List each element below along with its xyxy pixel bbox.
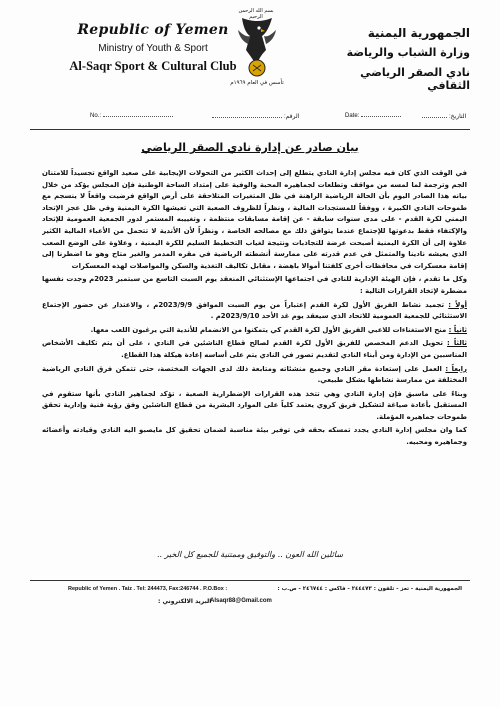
decision-label: ثانياً : [448, 325, 467, 334]
closing-paragraph: وبناءً على ماسبق فإن إدارة النادي وهي تتخذ هذه القرارات الإضطرارية الصعبة ، تؤكد لجماهير النادي بأنها ستقوم في المستقبل بأعادة صياغة لتشكيل فريق كروي يعتمد كلياً على الموارد البشرية من قطاع الناشئين وفق رؤية فنية وإدارية تحقق طموحات جماهيره المؤملة. [42, 389, 467, 421]
decision-item [42, 338, 467, 361]
footer-address-ar: الجمهورية اليمنية - تعز - تلفون : ٢٤٤٤٧٣ - فاكس : ٢٤٦٧٤٤ - ص.ب : [277, 586, 462, 592]
closing-line: سائلين الله العون .. والتوفيق وممتنية للجميع كل الخير .. [156, 550, 344, 559]
decision-text: تحويل الدعم المخصص للفريق الأول لكرة القدم لصالح قطاع الناشئين في النادي ، على أن يتم تكليف الأشخاص المناسبين من الإدارة ومن أبناء النادي لتقديم تصور في النادي يتم على أساسه إعادة هيكلة هذا القطاع. [42, 339, 467, 359]
decision-text: منح الاستغناءات للاعبي الفريق الأول لكرة القدم كي يتمكنوا من الانضمام للأندية التي يرغبون اللعب معها. [90, 325, 447, 334]
letterhead-arabic [320, 26, 470, 92]
ministry-name-en: Ministry of Youth & Sport [98, 43, 208, 54]
club-name-ar: نادي الصقر الرياضي الثقافي [360, 66, 470, 92]
date-field [345, 113, 403, 119]
reference-number-field [90, 113, 175, 119]
decision-item [42, 364, 467, 387]
country-name-ar: الجمهورية اليمنية [367, 26, 470, 40]
statement-title: بيان صادر عن إدارة نادي الصقر الرياضي [141, 141, 359, 154]
decision-text: العمل على إستعادة مقر النادي وجميع منشئاته ومتابعة ذلك لدى الجهات المختصة، حتى تتمكن فرق النادي الرياضية المختلفة من ممارسة نشاطها بشكل طبيعي. [42, 364, 467, 385]
statement-body [42, 168, 467, 558]
decision-label: ثالثاً : [447, 339, 467, 348]
date-field-ar [420, 113, 466, 120]
date-label-ar: التاريخ: [449, 114, 467, 120]
footer-address-en: Republic of Yemen . Taiz . Tel: 244473, Fax:246744 . P.O.Box : [68, 586, 228, 592]
letterhead-english [68, 22, 238, 74]
footer-email: Alsaqr88@Gmail.com [210, 598, 272, 604]
club-name-en: Al-Saqr Sport & Cultural Club [69, 59, 237, 73]
decision-text: تجميد نشاط الفريق الأول لكرة القدم إعتباراً من يوم السبت الموافق 2023/9/9م ، والاعتذار عن حضور الإجتماع الاستثنائي للجمعية العمومية للاتحاد الذي سيعقد يوم غد الأحد 2023/9/10م . [42, 300, 467, 321]
falcon-emblem-icon [232, 10, 282, 78]
reference-number-label: No.: [90, 113, 102, 119]
decision-item [42, 325, 467, 337]
date-label: Date: [345, 113, 360, 119]
country-name-en: Republic of Yemen [77, 22, 229, 38]
body-paragraph: وكل ما تقدم ، فإن الهيئة الإدارية للنادي في اجتماعها الإستثنائي المنعقد يوم السبت التاسع من سبتمبر 2023م وجدت نفسها مضطرة لإتخاذ القرارات التالية : [42, 275, 467, 295]
decision-label: رابعاً : [445, 364, 467, 373]
closing-paragraph: كما وان مجلس إدارة النادي يجدد تمسكه بحقه في توفير بيئة مناسبة لضمان تحقيق كل مايصبو اليه النادي وقيادته وأعضائه وجماهيره ومحبيه. [42, 426, 467, 447]
decision-item [42, 300, 467, 323]
footer-divider [30, 580, 470, 581]
footer-email-label-ar: البريد الالكتروني : [158, 598, 212, 605]
ministry-name-ar: وزارة الشباب والرياضة [346, 46, 470, 59]
basmala: بسم الله الرحمن الرحيم [238, 8, 274, 20]
header-divider [30, 129, 470, 130]
reference-number-field-ar [210, 113, 299, 120]
body-paragraph: في الوقت الذي كان فيه مجلس إدارة النادي يتطلع إلى إحداث الكثير من التحولات الإيجابية على صعيد الواقع تجسيداً للامتنان الجم وترجمة لما لمسه من مواقف وتطلعات لجماهيره المحبة والوفية على إمتداد الساحة الوطنية فإن المجلس يؤكد من خلال بيانه هذا الصادر اليوم بأن الحالة الرياضية الراهنة في ظل المتغيرات المتلاحقة على أرض الواقع فرضيت واقعاً لا ينسجم مع طموحات النادي الكبيرة ، ووفقاً للمستجدات المالية ، ونظراً للظروف الصعبة التي تعيشها الكرة اليمنية وفي ظل عجز الإتحاد اليمني لكرة القدم - على مدى سنوات سابقة - عن إقامة مسابقات منتظمة ، وتغييبه المستمر لدور الجمعية العمومية للإتحاد والإكتفاء فقط بدعوتها للإجتماع عندما يتوافق ذلك مع مصالحه الخاصة ، ونظراً لأن الأندية لا تتحمل من الأعباء المالية الكثير علاوة إلى أن الكرة اليمنية أصبحت عرضة للتجاذبات ونتيجة لغياب التخطيط السليم للكرة اليمنية ، وعلاوة على الوضع الصعب الذي يعيشه نادينا والمتمثل في عدم قدرته على ممارسة أنشطته الرياضية في مقره المدمر والغير متاح وهو ما اضطرنا إلى إقامة معسكرات في محافظات أخرى كلفتنا أموالا باهضة ، مقابل تكاليف التغذية والسكن والمواصلات لهذه المعسكرات [42, 169, 467, 270]
decision-label: أولاً : [448, 300, 467, 309]
founded-text: تأسس في العام ١٩٦٩م [230, 80, 284, 86]
reference-number-label-ar: الرقم: [284, 114, 300, 120]
